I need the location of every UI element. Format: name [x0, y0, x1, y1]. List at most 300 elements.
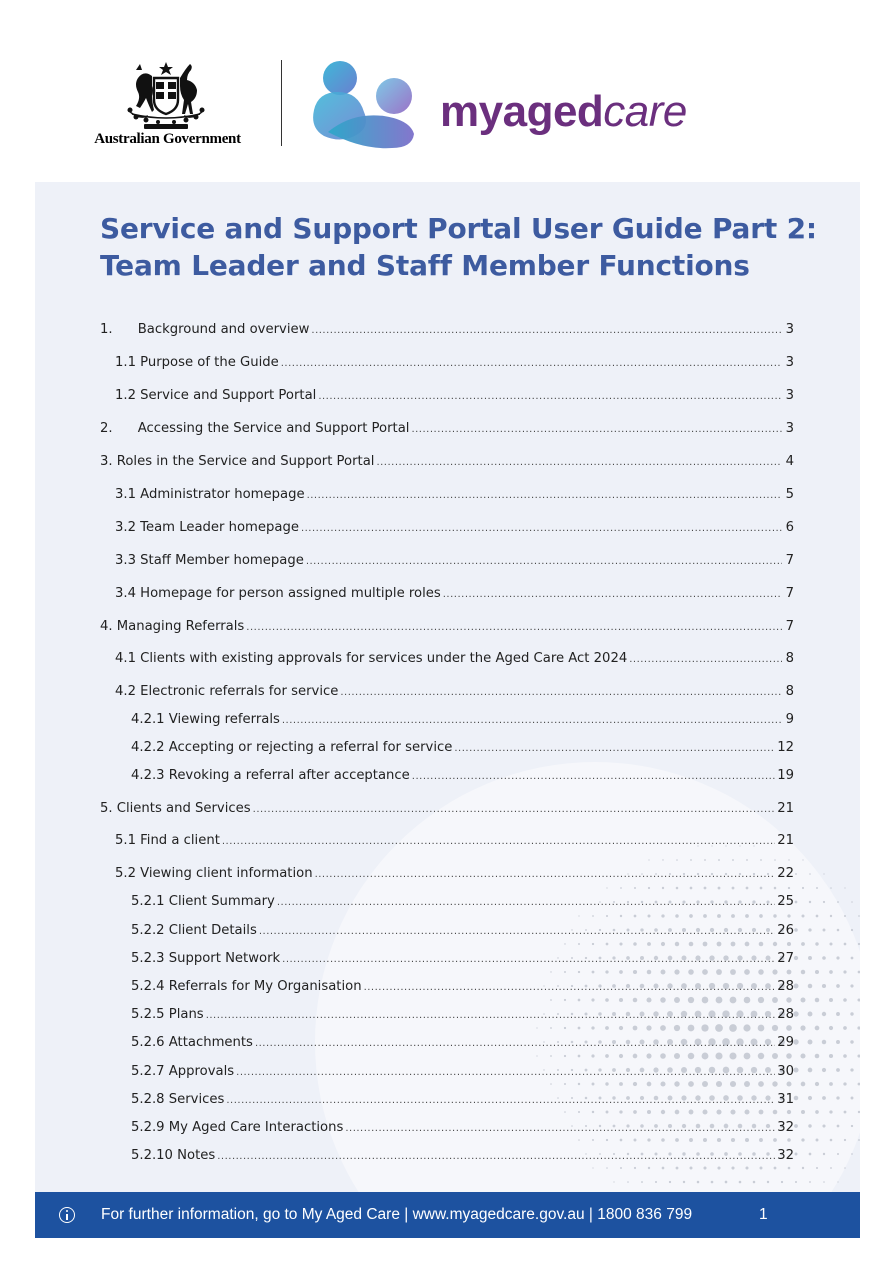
- pattern-dot: [578, 915, 579, 916]
- toc-entry-title: 5.2.7 Approvals: [131, 1064, 235, 1079]
- pattern-dot: [564, 943, 565, 944]
- toc-entry-title: 1.2 Service and Support Portal: [115, 388, 317, 403]
- toc-dot-leader: [364, 982, 776, 993]
- pattern-dot: [837, 929, 840, 932]
- toc-dot-leader: [311, 325, 782, 336]
- pattern-dot: [815, 998, 820, 1003]
- pattern-dot: [829, 1026, 833, 1030]
- toc-entry-title: 4.2.2 Accepting or rejecting a referral for service: [131, 740, 453, 755]
- toc-entry-title: 5.2.3 Support Network: [131, 951, 281, 966]
- pattern-dot: [704, 859, 706, 861]
- pattern-dot: [829, 942, 832, 945]
- footer-contact-text: For further information, go to My Aged Care | www.myagedcare.gov.au | 1800 836 799: [101, 1206, 693, 1223]
- toc-entry-title: 4. Managing Referrals: [100, 619, 245, 634]
- toc-entry-page: 7: [785, 619, 794, 634]
- toc-entry-page: 28: [777, 979, 794, 994]
- pattern-dot: [830, 1139, 833, 1142]
- pattern-dot: [830, 887, 832, 889]
- pattern-dot: [795, 873, 797, 875]
- pattern-dot: [837, 1181, 838, 1182]
- toc-entry-title: 5. Clients and Services: [100, 801, 251, 816]
- toc-entry-page: 8: [785, 651, 794, 666]
- toc-dot-leader: [443, 589, 782, 600]
- toc-dot-leader: [222, 836, 775, 847]
- pattern-dot: [830, 1167, 832, 1169]
- my-aged-care-wordmark: myagedcare: [440, 87, 687, 136]
- pattern-dot: [760, 887, 763, 890]
- pattern-dot: [753, 1181, 756, 1184]
- pattern-dot: [836, 1068, 840, 1072]
- content-panel: [35, 182, 860, 1192]
- toc-entry[interactable]: [131, 768, 794, 788]
- toc-entry-page: 3: [785, 421, 794, 436]
- pattern-dot: [829, 1110, 832, 1113]
- toc-dot-leader: [246, 622, 782, 633]
- government-name: Australian Government: [94, 131, 241, 147]
- pattern-dot: [801, 1082, 806, 1087]
- pattern-dot: [794, 1096, 799, 1101]
- pattern-dot: [829, 1054, 833, 1058]
- pattern-dot: [760, 859, 762, 861]
- pattern-dot: [794, 928, 798, 932]
- pattern-dot: [844, 943, 847, 946]
- toc-entry[interactable]: [115, 520, 794, 540]
- toc-entry-page: 8: [785, 684, 794, 699]
- toc-entry-number: 2.: [100, 421, 138, 436]
- toc-entry-page: 7: [785, 553, 794, 568]
- toc-dot-leader: [282, 715, 782, 726]
- toc-entry[interactable]: [100, 454, 794, 474]
- pattern-dot: [564, 1027, 566, 1029]
- pattern-dot: [564, 971, 566, 973]
- toc-entry[interactable]: [131, 740, 794, 760]
- pattern-dot: [606, 943, 609, 946]
- pattern-dot: [851, 957, 854, 960]
- toc-dot-leader: [307, 490, 782, 501]
- pattern-dot: [802, 887, 804, 889]
- pattern-dot: [578, 999, 581, 1002]
- pattern-dot: [655, 1181, 657, 1183]
- pattern-dot: [822, 956, 826, 960]
- pattern-dot: [620, 887, 622, 889]
- pattern-dot: [837, 901, 839, 903]
- toc-entry-title: Accessing the Service and Support Portal: [137, 421, 410, 436]
- toc-entry[interactable]: [131, 979, 794, 999]
- pattern-dot: [843, 970, 846, 973]
- pattern-dot: [808, 1124, 811, 1127]
- toc-entry[interactable]: [100, 421, 794, 441]
- pattern-dot: [613, 1181, 614, 1182]
- toc-entry-title: Background and overview: [137, 322, 310, 337]
- pattern-dot: [592, 971, 595, 974]
- pattern-dot: [739, 1181, 742, 1184]
- toc-entry[interactable]: [115, 684, 794, 704]
- pattern-dot: [781, 1181, 783, 1183]
- pattern-dot: [675, 914, 679, 918]
- pattern-dot: [745, 914, 749, 918]
- pattern-dot: [717, 914, 721, 918]
- pattern-dot: [634, 915, 637, 918]
- pattern-dot: [648, 887, 650, 889]
- toc-entry[interactable]: [115, 586, 794, 606]
- pattern-dot: [606, 887, 607, 888]
- toc-entry[interactable]: [115, 553, 794, 573]
- toc-entry[interactable]: [131, 1035, 794, 1055]
- pattern-dot: [858, 1139, 860, 1141]
- pattern-dot: [808, 1040, 813, 1045]
- toc-entry[interactable]: [115, 866, 794, 886]
- pattern-dot: [773, 914, 776, 917]
- toc-entry[interactable]: [131, 1120, 794, 1140]
- pattern-dot: [851, 1125, 853, 1127]
- toc-entry-title: 5.2.6 Attachments: [131, 1035, 253, 1050]
- pattern-dot: [801, 1110, 805, 1114]
- pattern-dot: [802, 1167, 804, 1169]
- pattern-dot: [550, 971, 551, 972]
- pattern-dot: [794, 984, 799, 989]
- pattern-dot: [641, 1181, 643, 1183]
- toc-entry-title: 3.2 Team Leader homepage: [115, 520, 299, 535]
- toc-entry-title: 4.2.3 Revoking a referral after acceptance: [131, 768, 410, 783]
- pattern-dot: [661, 914, 664, 917]
- toc-entry[interactable]: [131, 951, 794, 971]
- pattern-dot: [669, 1181, 671, 1183]
- pattern-dot: [808, 1068, 813, 1073]
- toc-dot-leader: [629, 654, 782, 665]
- pattern-dot: [850, 1040, 853, 1043]
- pattern-dot: [801, 970, 805, 974]
- toc-entry-title: 5.2.4 Referrals for My Organisation: [131, 979, 362, 994]
- pattern-dot: [830, 915, 832, 917]
- toc-dot-leader: [376, 457, 782, 468]
- pattern-dot: [809, 1181, 811, 1183]
- pattern-dot: [711, 1181, 714, 1184]
- pattern-dot: [793, 1039, 798, 1044]
- toc-entry[interactable]: [131, 1148, 794, 1168]
- toc-entry-page: 4: [785, 454, 794, 469]
- pattern-dot: [844, 1111, 847, 1114]
- toc-dot-leader: [259, 926, 775, 937]
- toc-entry-title: 5.1 Find a client: [115, 833, 220, 848]
- toc-entry[interactable]: [115, 487, 794, 507]
- toc-entry-page: 22: [777, 866, 794, 881]
- toc-entry-title: 5.2 Viewing client information: [115, 866, 313, 881]
- pattern-dot: [858, 915, 860, 917]
- pattern-dot: [536, 1027, 537, 1028]
- pattern-dot: [795, 901, 798, 904]
- page-header: [0, 0, 882, 182]
- toc-entry-title: 5.2.2 Client Details: [131, 923, 257, 938]
- toc-entry[interactable]: [131, 894, 794, 914]
- pattern-dot: [800, 1053, 805, 1058]
- pattern-dot: [578, 943, 580, 945]
- pattern-dot: [851, 1153, 853, 1155]
- pattern-dot: [801, 1138, 804, 1141]
- toc-dot-leader: [226, 1095, 775, 1106]
- toc-entry-title: 4.1 Clients with existing approvals for services under the Aged Care Act 2024: [115, 651, 628, 666]
- pattern-dot: [843, 998, 847, 1002]
- pattern-dot: [823, 1153, 825, 1155]
- toc-entry-page: 28: [777, 1007, 794, 1022]
- pattern-dot: [564, 1055, 566, 1057]
- my-aged-care-logo-icon: [310, 58, 416, 150]
- pattern-dot: [815, 1026, 820, 1031]
- header-divider: [281, 60, 282, 146]
- pattern-dot: [746, 887, 749, 890]
- toc-entry[interactable]: [131, 1007, 794, 1027]
- pattern-dot: [690, 887, 693, 890]
- pattern-dot: [788, 887, 790, 889]
- toc-dot-leader: [315, 869, 776, 880]
- toc-dot-leader: [281, 358, 782, 369]
- toc-entry[interactable]: [115, 833, 794, 853]
- title-line: Team Leader and Staff Member Functions: [100, 249, 750, 282]
- pattern-dot: [578, 1055, 581, 1058]
- pattern-dot: [662, 887, 664, 889]
- pattern-dot: [662, 859, 663, 860]
- pattern-dot: [823, 1181, 825, 1183]
- toc-entry-title: 5.2.10 Notes: [131, 1148, 216, 1163]
- pattern-dot: [844, 1167, 846, 1169]
- pattern-dot: [592, 943, 594, 945]
- toc-entry-page: 30: [777, 1064, 794, 1079]
- toc-dot-leader: [340, 687, 782, 698]
- pattern-dot: [850, 1012, 853, 1015]
- pattern-dot: [802, 915, 805, 918]
- pattern-dot: [697, 1181, 700, 1184]
- pattern-dot: [578, 1027, 581, 1030]
- pattern-dot: [808, 1096, 812, 1100]
- pattern-dot: [822, 1012, 826, 1016]
- toc-entry-page: 29: [777, 1035, 794, 1050]
- pattern-dot: [703, 914, 707, 918]
- pattern-dot: [794, 1124, 798, 1128]
- pattern-dot: [794, 956, 798, 960]
- pattern-dot: [689, 914, 693, 918]
- pattern-dot: [718, 859, 720, 861]
- pattern-dot: [851, 901, 853, 903]
- toc-entry-page: 19: [777, 768, 794, 783]
- pattern-dot: [851, 929, 853, 931]
- pattern-dot: [822, 1096, 826, 1100]
- pattern-dot: [592, 915, 594, 917]
- page-footer: [35, 1192, 860, 1238]
- pattern-dot: [823, 929, 826, 932]
- pattern-dot: [801, 942, 805, 946]
- pattern-dot: [606, 915, 608, 917]
- pattern-dot: [815, 942, 818, 945]
- pattern-dot: [795, 1181, 797, 1183]
- pattern-dot: [815, 1054, 820, 1059]
- pattern-dot: [836, 956, 839, 959]
- toc-entry[interactable]: [115, 355, 794, 375]
- pattern-dot: [690, 859, 692, 861]
- toc-entry-page: 32: [777, 1148, 794, 1163]
- pattern-dot: [793, 1067, 798, 1072]
- toc-dot-leader: [253, 804, 776, 815]
- pattern-dot: [815, 1110, 819, 1114]
- toc-entry-page: 27: [777, 951, 794, 966]
- toc-entry-page: 5: [785, 487, 794, 502]
- pattern-dot: [732, 887, 735, 890]
- toc-entry-page: 7: [785, 586, 794, 601]
- pattern-dot: [822, 1124, 825, 1127]
- pattern-dot: [844, 915, 846, 917]
- pattern-dot: [536, 1055, 537, 1056]
- toc-entry-page: 32: [777, 1120, 794, 1135]
- pattern-dot: [843, 1026, 847, 1030]
- pattern-dot: [801, 998, 806, 1003]
- pattern-dot: [843, 1082, 846, 1085]
- pattern-dot: [823, 873, 824, 874]
- pattern-dot: [808, 984, 813, 989]
- pattern-dot: [718, 887, 721, 890]
- toc-dot-leader: [454, 743, 775, 754]
- pattern-dot: [815, 970, 819, 974]
- pattern-dot: [844, 1139, 846, 1141]
- pattern-dot: [648, 859, 649, 860]
- pattern-dot: [809, 1153, 812, 1156]
- pattern-dot: [731, 914, 735, 918]
- toc-entry-page: 12: [777, 740, 794, 755]
- title-line: Service and Support Portal User Guide Part 2:: [100, 212, 817, 245]
- pattern-dot: [843, 1054, 847, 1058]
- toc-entry-page: 31: [777, 1092, 794, 1107]
- pattern-dot: [564, 999, 566, 1001]
- pattern-dot: [627, 1181, 629, 1183]
- pattern-dot: [816, 887, 818, 889]
- pattern-dot: [795, 1153, 798, 1156]
- pattern-dot: [836, 1012, 840, 1016]
- coat-of-arms-icon: [118, 60, 214, 134]
- pattern-dot: [823, 901, 825, 903]
- toc-entry-title: 5.2.9 My Aged Care Interactions: [131, 1120, 344, 1135]
- toc-dot-leader: [345, 1123, 775, 1134]
- pattern-dot: [829, 998, 833, 1002]
- toc-entry-page: 3: [785, 355, 794, 370]
- toc-entry-page: 21: [777, 801, 794, 816]
- pattern-dot: [809, 901, 811, 903]
- toc-entry-title: 3. Roles in the Service and Support Portal: [100, 454, 375, 469]
- pattern-dot: [850, 1068, 853, 1071]
- pattern-dot: [836, 1096, 839, 1099]
- pattern-dot: [647, 914, 650, 917]
- toc-entry-page: 26: [777, 923, 794, 938]
- pattern-dot: [787, 914, 790, 917]
- toc-entry-page: 9: [785, 712, 794, 727]
- document-title: [100, 210, 820, 284]
- pattern-dot: [836, 984, 840, 988]
- pattern-dot: [620, 915, 622, 917]
- toc-entry[interactable]: [131, 1064, 794, 1084]
- toc-dot-leader: [412, 771, 775, 782]
- pattern-dot: [676, 859, 678, 861]
- pattern-dot: [822, 984, 826, 988]
- pattern-dot: [850, 984, 853, 987]
- pattern-dot: [815, 1082, 819, 1086]
- toc-dot-leader: [255, 1038, 775, 1049]
- pattern-dot: [808, 1012, 813, 1017]
- pattern-dot: [816, 1139, 819, 1142]
- page-number: 1: [759, 1206, 768, 1223]
- pattern-dot: [683, 1181, 685, 1183]
- pattern-dot: [634, 887, 636, 889]
- pattern-dot: [676, 887, 679, 890]
- pattern-dot: [822, 1040, 826, 1044]
- pattern-dot: [851, 1097, 854, 1100]
- toc-entry[interactable]: [115, 651, 794, 671]
- toc-dot-leader: [411, 424, 782, 435]
- toc-entry[interactable]: [115, 388, 794, 408]
- pattern-dot: [802, 859, 803, 860]
- pattern-dot: [746, 859, 748, 861]
- pattern-dot: [732, 859, 734, 861]
- pattern-dot: [816, 915, 819, 918]
- toc-dot-leader: [282, 954, 775, 965]
- toc-entry-title: 5.2.5 Plans: [131, 1007, 204, 1022]
- info-icon: [59, 1207, 75, 1223]
- toc-entry-title: 1.1 Purpose of the Guide: [115, 355, 279, 370]
- toc-dot-leader: [318, 391, 782, 402]
- pattern-dot: [550, 999, 552, 1001]
- pattern-dot: [774, 859, 776, 861]
- toc-entry-title: 3.1 Administrator homepage: [115, 487, 305, 502]
- pattern-dot: [704, 887, 707, 890]
- pattern-dot: [808, 928, 811, 931]
- toc-entry-title: 3.3 Staff Member homepage: [115, 553, 304, 568]
- pattern-dot: [837, 1153, 839, 1155]
- toc-dot-leader: [217, 1151, 775, 1162]
- toc-entry-number: 1.: [100, 322, 138, 337]
- toc-dot-leader: [277, 897, 775, 908]
- pattern-dot: [800, 1025, 805, 1030]
- toc-entry[interactable]: [131, 712, 794, 732]
- toc-entry-title: 3.4 Homepage for person assigned multiple roles: [115, 586, 441, 601]
- toc-entry[interactable]: [100, 619, 794, 639]
- toc-dot-leader: [206, 1010, 776, 1021]
- pattern-dot: [550, 1027, 552, 1029]
- pattern-dot: [844, 887, 845, 888]
- pattern-dot: [836, 1040, 840, 1044]
- toc-dot-leader: [306, 556, 782, 567]
- pattern-dot: [829, 970, 833, 974]
- pattern-dot: [793, 1011, 798, 1016]
- toc-entry[interactable]: [131, 1092, 794, 1112]
- pattern-dot: [809, 873, 811, 875]
- toc-entry-page: 21: [777, 833, 794, 848]
- toc-entry-page: 3: [785, 322, 794, 337]
- toc-dot-leader: [301, 523, 782, 534]
- pattern-dot: [578, 971, 580, 973]
- toc-dot-leader: [236, 1067, 775, 1078]
- toc-entry[interactable]: [100, 322, 794, 342]
- toc-entry[interactable]: [100, 801, 794, 821]
- pattern-dot: [788, 859, 789, 860]
- pattern-dot: [767, 1181, 769, 1183]
- pattern-dot: [759, 914, 763, 918]
- pattern-dot: [774, 887, 777, 890]
- toc-entry[interactable]: [131, 923, 794, 943]
- toc-entry-page: 25: [777, 894, 794, 909]
- toc-entry-page: 3: [785, 388, 794, 403]
- toc-entry-title: 4.2 Electronic referrals for service: [115, 684, 339, 699]
- pattern-dot: [837, 1125, 840, 1128]
- pattern-dot: [725, 1181, 728, 1184]
- pattern-dot: [822, 1068, 826, 1072]
- pattern-dot: [858, 943, 860, 945]
- pattern-dot: [829, 1082, 833, 1086]
- pattern-dot: [816, 1167, 818, 1169]
